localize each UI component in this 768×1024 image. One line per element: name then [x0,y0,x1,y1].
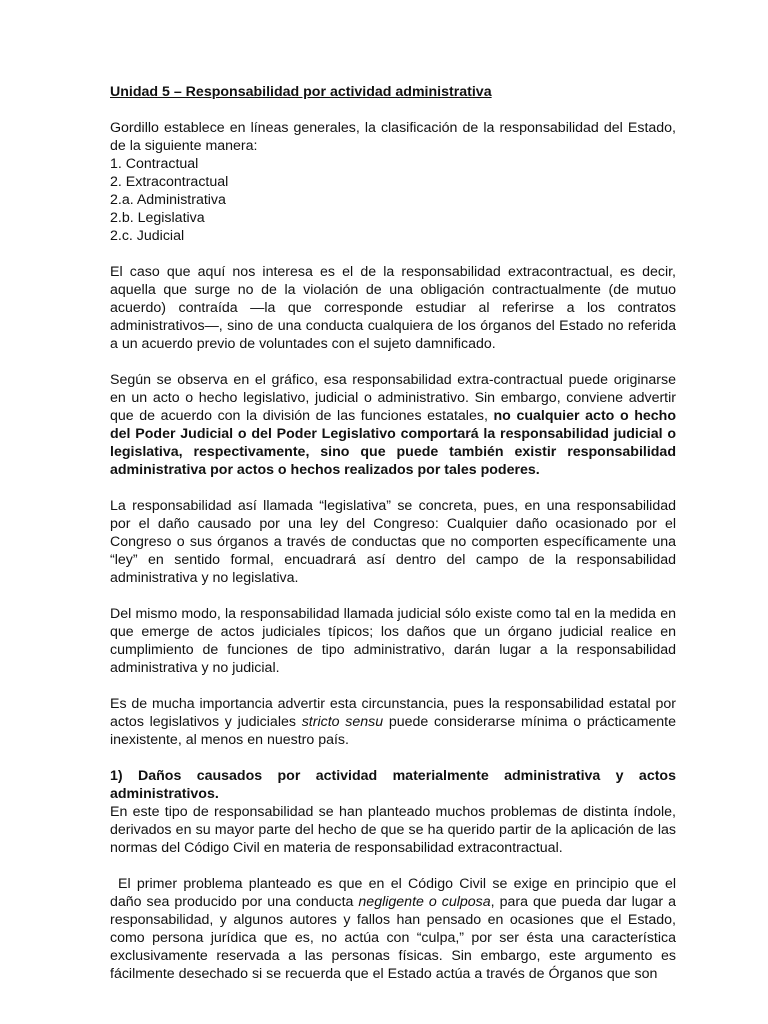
paragraph-origin-emphasis: no cualquier acto o hecho del Poder Judicial o del Poder Legislativo comportará la responsabilidad judicial o legislativa, respectivamente, sino que puede también existir responsabilidad administrativa por actos o hechos realizados por tales poderes. [110,408,677,478]
classification-list [110,155,676,245]
paragraph-origin [110,371,676,479]
paragraph-first-problem-italic: negligente o culposa [358,894,491,910]
section-heading: 1) Daños causados por actividad materialmente administrativa y actos administrativos. [110,768,676,802]
paragraph-origin-text: Según se observa en el gráfico, esa responsabilidad extra-contractual puede originarse en un acto o hecho legislativo, judicial o administrativo. Sin embargo, conviene advertir que de acuerdo con la división de las funciones estatales, [110,372,676,424]
paragraph-legislative: La responsabilidad así llamada “legislativa” se concreta, pues, en una responsabilidad por el daño causado por una ley del Congreso: Cualquier daño ocasionado por el Congreso o sus órganos a través de conductas que no comporten específicamente una “ley” en sentido formal, encuadrará así dentro del campo de la responsabilidad administrativa y no legislativa. [110,498,676,586]
paragraph-extracontractual: El caso que aquí nos interesa es el de la responsabilidad extracontractual, es decir, aquella que surge no de la violación de una obligación contractualmente (de mutuo acuerdo) contraída —la que corresponde estudiar al referirse a los contratos administrativos—, sino de una conducta cualquiera de los órganos del Estado no referida a un acuerdo previo de voluntades con el sujeto damnificado. [110,264,676,352]
list-item: 2. Extracontractual [110,174,229,190]
intro-paragraph: Gordillo establece en líneas generales, la clasificación de la responsabilidad del Estado, de la siguiente manera: [110,120,676,154]
document-page [110,83,676,1001]
section-paragraph: En este tipo de responsabilidad se han planteado muchos problemas de distinta índole, derivados en su mayor parte del hecho de que se ha querido partir de la aplicación de las normas del Código Civil en materia de responsabilidad extracontractual. [110,804,676,856]
paragraph-importance-text-a: Es de mucha importancia advertir esta circunstancia, pues la responsabilidad estatal por actos legislativos y judiciales [110,696,676,730]
paragraph-importance-text-b: puede considerarse mínima o prácticamente inexistente, al menos en nuestro país. [110,714,676,748]
list-item: 2.a. Administrativa [110,192,226,208]
paragraph-first-problem-text-a: El primer problema planteado es que en el Código Civil se exige en principio que el daño sea producido por una conducta [110,876,676,910]
document-title: Unidad 5 – Responsabilidad por actividad administrativa [110,84,492,100]
paragraph-first-problem [110,875,676,983]
paragraph-importance [110,695,676,749]
list-item: 2.b. Legislativa [110,210,205,226]
paragraph-judicial: Del mismo modo, la responsabilidad llamada judicial sólo existe como tal en la medida en que emerge de actos judiciales típicos; los daños que un órgano judicial realice en cumplimiento de funciones de tipo administrativo, darán lugar a la responsabilidad administrativa y no judicial. [110,606,676,676]
paragraph-importance-italic: stricto sensu [301,714,384,730]
list-item: 1. Contractual [110,156,199,172]
paragraph-first-problem-text-b: , para que pueda dar lugar a responsabilidad, y algunos autores y fallos han pensado en ocasiones que el Estado, como persona jurídica que es, no actúa con “culpa,” por ser ésta una característica exclusivamente reservada a las personas físicas. Sin embargo, este argumento es fácilmente desechado si se recuerda que el Estado actúa a través de Órganos que son [110,894,676,982]
list-item: 2.c. Judicial [110,228,185,244]
